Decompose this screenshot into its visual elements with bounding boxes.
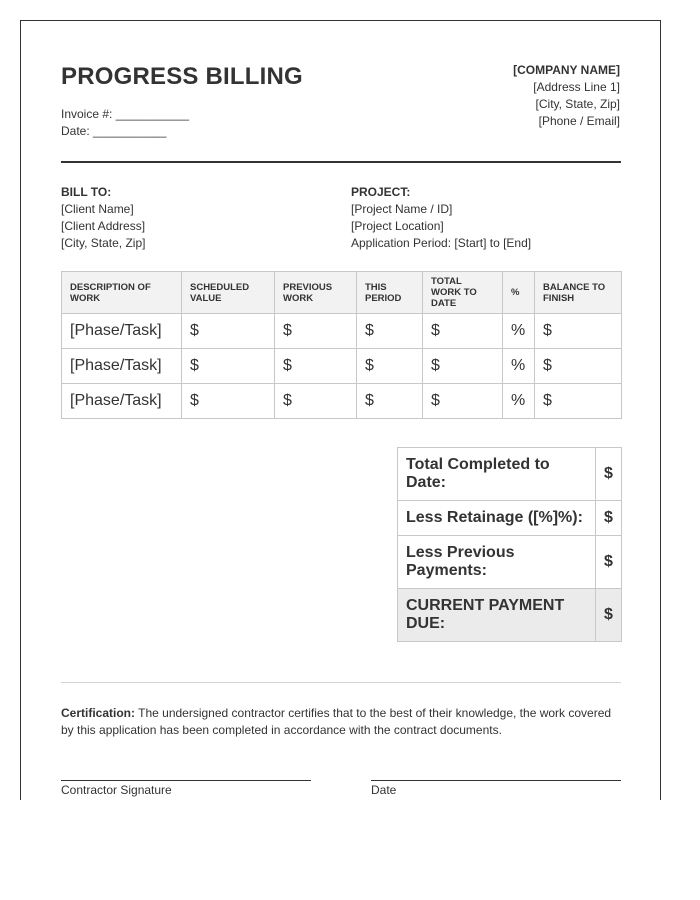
client-city: [City, State, Zip] [61,236,146,250]
total-to-date-cell: $ [423,349,503,384]
bill-to-block [61,184,145,252]
summary-label: Less Previous Payments: [398,536,596,589]
client-address: [Client Address] [61,219,146,233]
project-heading: PROJECT: [351,185,411,199]
certification-divider [61,682,621,683]
client-name: [Client Name] [61,202,134,216]
project-name: [Project Name / ID] [351,202,453,216]
scheduled-value-cell: $ [182,314,275,349]
col-total-to-date: TOTAL WORK TO DATE [423,272,503,314]
summary-row-current-payment-due [398,589,622,642]
balance-cell: $ [535,314,622,349]
summary-value: $ [596,536,622,589]
certification-label: Certification: [61,706,136,720]
company-address: [Address Line 1] [533,80,620,94]
certification-paragraph [61,705,621,739]
application-period: Application Period: [Start] to [End] [351,236,532,250]
certification-text: The undersigned contractor certifies that to the best of their knowledge, the work covered by this application has been completed in accordance with the contract documents. [61,706,612,737]
previous-work-cell: $ [275,349,357,384]
contractor-signature-line [61,780,311,781]
total-to-date-cell: $ [423,314,503,349]
col-description: DESCRIPTION OF WORK [62,272,182,314]
this-period-cell: $ [357,349,423,384]
previous-work-cell: $ [275,314,357,349]
task-cell: [Phase/Task] [62,384,182,419]
percent-cell: % [503,314,535,349]
company-name: [COMPANY NAME] [513,63,620,77]
invoice-number-field: Invoice #: ___________ [61,107,190,121]
col-previous-work: PREVIOUS WORK [275,272,357,314]
date-signature-line [371,780,621,781]
table-row [62,349,622,384]
header-divider [61,161,621,163]
task-cell: [Phase/Task] [62,349,182,384]
invoice-date-field: Date: ___________ [61,124,167,138]
table-row [62,384,622,419]
previous-work-cell: $ [275,384,357,419]
balance-cell: $ [535,384,622,419]
date-signature-label: Date [371,783,397,797]
balance-cell: $ [535,349,622,384]
summary-value: $ [596,589,622,642]
summary-value: $ [596,448,622,501]
company-contact: [Phone / Email] [538,114,620,128]
document-title: PROGRESS BILLING [61,63,303,90]
summary-value: $ [596,501,622,536]
project-block [351,184,531,252]
col-scheduled-value: SCHEDULED VALUE [182,272,275,314]
summary-label: CURRENT PAYMENT DUE: [398,589,596,642]
percent-cell: % [503,384,535,419]
company-city: [City, State, Zip] [535,97,620,111]
scheduled-value-cell: $ [182,349,275,384]
company-block [513,62,620,130]
task-cell: [Phase/Task] [62,314,182,349]
project-location: [Project Location] [351,219,444,233]
contractor-signature-label: Contractor Signature [61,783,172,797]
col-this-period: THIS PERIOD [357,272,423,314]
this-period-cell: $ [357,384,423,419]
work-table [61,271,622,419]
scheduled-value-cell: $ [182,384,275,419]
bill-to-heading: BILL TO: [61,185,112,199]
col-percent: % [503,272,535,314]
summary-label: Total Completed to Date: [398,448,596,501]
summary-row-total-completed [398,448,622,501]
percent-cell: % [503,349,535,384]
this-period-cell: $ [357,314,423,349]
summary-label: Less Retainage ([%]%): [398,501,596,536]
total-to-date-cell: $ [423,384,503,419]
summary-table [397,447,622,642]
work-table-header [62,272,622,314]
table-row [62,314,622,349]
summary-row-previous-payments [398,536,622,589]
col-balance: BALANCE TO FINISH [535,272,622,314]
summary-row-retainage [398,501,622,536]
